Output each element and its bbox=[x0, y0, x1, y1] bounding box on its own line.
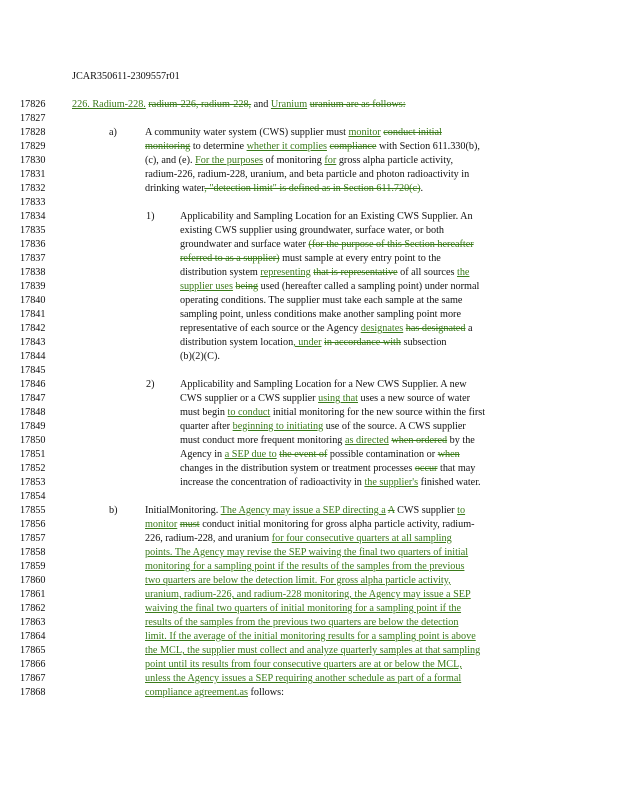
text-line bbox=[180, 253, 441, 264]
inserted-text: , under bbox=[293, 337, 322, 348]
text-run: with Section 611.330(b), bbox=[376, 141, 480, 152]
deleted-text: compliance bbox=[329, 141, 377, 152]
text-line bbox=[145, 183, 423, 194]
subsection-label-a1: 1) bbox=[146, 211, 155, 222]
inserted-text: using that bbox=[318, 393, 358, 404]
text-line bbox=[145, 673, 461, 684]
deleted-text: A bbox=[387, 505, 395, 516]
text-run: subsection bbox=[400, 337, 447, 348]
text-run: InitialMonitoring. bbox=[145, 505, 221, 516]
line-number: 17850 bbox=[20, 435, 46, 446]
inserted-text: limit. If the average of the initial monitoring results for a sampling point is above bbox=[145, 631, 476, 642]
deleted-text: monitoring bbox=[145, 141, 191, 152]
text-run: changes in the distribution system or treatment processes bbox=[180, 463, 415, 474]
inserted-text: monitor bbox=[348, 127, 381, 138]
text-line bbox=[180, 351, 220, 362]
text-line bbox=[145, 561, 464, 572]
deleted-text: when ordered bbox=[391, 435, 448, 446]
line-number: 17841 bbox=[20, 309, 46, 320]
text-line bbox=[180, 449, 460, 460]
inserted-text: the bbox=[457, 267, 470, 278]
text-line bbox=[145, 533, 452, 544]
text-line bbox=[180, 421, 466, 432]
text-line bbox=[145, 645, 480, 656]
inserted-text: results of the samples from the previous two quarters are below the detection bbox=[145, 617, 459, 628]
text-run: operating conditions. The supplier must take each sample at the same bbox=[180, 295, 463, 306]
line-number: 17828 bbox=[20, 127, 46, 138]
text-run: possible contamination or bbox=[327, 449, 438, 460]
inserted-text: two quarters are below the detection limit. For gross alpha particle activity, bbox=[145, 575, 451, 586]
line-number: 17842 bbox=[20, 323, 46, 334]
inserted-text: to conduct bbox=[227, 407, 271, 418]
line-number: 17862 bbox=[20, 603, 46, 614]
text-line bbox=[145, 141, 480, 152]
inserted-text: designates bbox=[360, 323, 404, 334]
line-number: 17836 bbox=[20, 239, 46, 250]
line-number: 17851 bbox=[20, 449, 46, 460]
text-run: Applicability and Sampling Location for an Existing CWS Supplier. An bbox=[180, 211, 473, 222]
line-number: 17861 bbox=[20, 589, 46, 600]
inserted-text: compliance agreement.as bbox=[145, 687, 248, 698]
deleted-text: (for the purpose of this Section hereafter bbox=[308, 239, 474, 250]
line-number: 17853 bbox=[20, 477, 46, 488]
text-run: distribution system location bbox=[180, 337, 294, 348]
line-number: 17860 bbox=[20, 575, 46, 586]
text-run: of monitoring bbox=[262, 155, 325, 166]
text-run: distribution system bbox=[180, 267, 261, 278]
document-header: JCAR350611-2309557r01 bbox=[72, 71, 180, 82]
text-line bbox=[180, 477, 481, 488]
text-line bbox=[145, 575, 451, 586]
line-number: 17833 bbox=[20, 197, 46, 208]
text-run: of all sources bbox=[397, 267, 457, 278]
text-line bbox=[180, 239, 474, 250]
text-line bbox=[145, 687, 284, 698]
deleted-text: has designated bbox=[405, 323, 466, 334]
text-line bbox=[180, 407, 485, 418]
text-run: by the bbox=[447, 435, 475, 446]
subsection-label-a2: 2) bbox=[146, 379, 155, 390]
line-number: 17864 bbox=[20, 631, 46, 642]
inserted-text: unless the Agency issues a SEP requiring another schedule as part of a formal bbox=[145, 673, 462, 684]
text-run: community water system (CWS bbox=[154, 127, 285, 138]
text-run: . bbox=[420, 183, 424, 194]
inserted-text: Uranium bbox=[270, 99, 308, 110]
text-line bbox=[180, 295, 462, 306]
text-run: to determine bbox=[190, 141, 247, 152]
inserted-text: 226. Radium-228. bbox=[72, 99, 146, 110]
line-number: 17837 bbox=[20, 253, 46, 264]
inserted-text: For the purposes bbox=[195, 155, 263, 166]
inserted-text: waiving the final two quarters of initial monitoring for a sampling point if the bbox=[145, 603, 462, 614]
text-line bbox=[145, 603, 461, 614]
inserted-text: monitoring for a sampling point if the results of the samples from the previous bbox=[145, 561, 465, 572]
text-line bbox=[180, 309, 461, 320]
line-number: 17863 bbox=[20, 617, 46, 628]
line-number: 17859 bbox=[20, 561, 46, 572]
text-run: used (hereafter called a sampling point) under normal bbox=[258, 281, 480, 292]
deleted-text: the event of bbox=[279, 449, 328, 460]
inserted-text: to bbox=[457, 505, 466, 516]
line-number: 17852 bbox=[20, 463, 46, 474]
line-number: 17844 bbox=[20, 351, 46, 362]
line-number: 17826 bbox=[20, 99, 46, 110]
text-line bbox=[145, 547, 468, 558]
line-number: 17855 bbox=[20, 505, 46, 516]
line-number: 17846 bbox=[20, 379, 46, 390]
inserted-text: for four consecutive quarters at all sampling bbox=[271, 533, 452, 544]
text-run: 226, radium-228, and uranium bbox=[145, 533, 272, 544]
line-number: 17866 bbox=[20, 659, 46, 670]
text-line bbox=[145, 617, 458, 628]
text-line bbox=[72, 99, 406, 110]
line-number: 17827 bbox=[20, 113, 46, 124]
text-run: initial monitoring for the new source within the first bbox=[270, 407, 486, 418]
line-number: 17858 bbox=[20, 547, 46, 558]
line-number: 17838 bbox=[20, 267, 46, 278]
inserted-text: representing bbox=[260, 267, 311, 278]
deleted-text: must bbox=[179, 519, 200, 530]
text-run: gross alpha particle activity, bbox=[336, 155, 454, 166]
text-run: must sample at every entry point to the bbox=[279, 253, 441, 264]
line-number: 17840 bbox=[20, 295, 46, 306]
line-number: 17854 bbox=[20, 491, 46, 502]
text-line bbox=[180, 267, 469, 278]
text-run: Agency in bbox=[180, 449, 225, 460]
line-number: 17865 bbox=[20, 645, 46, 656]
text-line bbox=[145, 631, 476, 642]
line-number: 17830 bbox=[20, 155, 46, 166]
deleted-text: when bbox=[437, 449, 460, 460]
deleted-text: being bbox=[235, 281, 259, 292]
inserted-text: The Agency may issue a SEP directing a bbox=[220, 505, 386, 516]
text-line bbox=[180, 225, 444, 236]
inserted-text: monitor bbox=[145, 519, 178, 530]
deleted-text: in accordance with bbox=[324, 337, 401, 348]
text-run: sampling point, unless conditions make another sampling point more bbox=[180, 309, 461, 320]
text-run: radium-226, radium-228, uranium, and beta particle and photon radioactivity in bbox=[145, 169, 470, 180]
line-number: 17868 bbox=[20, 687, 46, 698]
inserted-text: for bbox=[324, 155, 337, 166]
text-line bbox=[180, 337, 447, 348]
text-run: drinking water bbox=[145, 183, 205, 194]
text-run: quarter after bbox=[180, 421, 233, 432]
text-run: increase the concentration of radioactivity in bbox=[180, 477, 365, 488]
line-number: 17832 bbox=[20, 183, 46, 194]
line-number: 17845 bbox=[20, 365, 46, 376]
text-run: existing CWS supplier using groundwater, surface water, or both bbox=[180, 225, 444, 236]
deleted-text: that is representative bbox=[313, 267, 398, 278]
subsection-label-a: a) bbox=[109, 127, 117, 138]
text-line bbox=[180, 281, 479, 292]
line-number: 17831 bbox=[20, 169, 46, 180]
inserted-text: points. The Agency may revise the SEP waiving the final two quarters of initial bbox=[145, 547, 469, 558]
text-run: CWS supplier or a CWS supplier bbox=[180, 393, 319, 404]
text-line bbox=[180, 463, 475, 474]
inserted-text: as directed bbox=[344, 435, 389, 446]
line-number: 17847 bbox=[20, 393, 46, 404]
deleted-text: occur bbox=[414, 463, 438, 474]
deleted-text: , "detection limit" is defined as in Section 611.720(c) bbox=[204, 183, 421, 194]
deleted-text: radium-226, radium-228, bbox=[148, 99, 252, 110]
text-line bbox=[180, 435, 475, 446]
text-run: must begin bbox=[180, 407, 228, 418]
inserted-text: supplier uses bbox=[180, 281, 233, 292]
line-number: 17867 bbox=[20, 673, 46, 684]
line-number: 17843 bbox=[20, 337, 46, 348]
inserted-text: the supplier's bbox=[364, 477, 419, 488]
line-number: 17849 bbox=[20, 421, 46, 432]
text-line bbox=[180, 393, 470, 404]
text-line bbox=[145, 155, 453, 166]
line-number: 17857 bbox=[20, 533, 46, 544]
deleted-text: conduct initial bbox=[383, 127, 442, 138]
inserted-text: beginning to initiating bbox=[232, 421, 324, 432]
line-number: 17839 bbox=[20, 281, 46, 292]
text-run: A bbox=[145, 127, 155, 138]
text-run: and bbox=[251, 99, 271, 110]
line-number: 17835 bbox=[20, 225, 46, 236]
text-run: uses a new source of water bbox=[358, 393, 471, 404]
text-run: conduct initial monitoring for gross alpha particle activity, radium- bbox=[199, 519, 475, 530]
text-run: a bbox=[465, 323, 473, 334]
text-line bbox=[145, 519, 475, 530]
text-run: CWS supplier bbox=[394, 505, 458, 516]
text-run: Applicability and Sampling Location for a New CWS Supplier. A new bbox=[180, 379, 467, 390]
text-run: representative of each source or the Agency bbox=[180, 323, 361, 334]
text-run: must conduct more frequent monitoring bbox=[180, 435, 345, 446]
text-line bbox=[145, 127, 442, 138]
line-number: 17834 bbox=[20, 211, 46, 222]
inserted-text: point until its results from four consecutive quarters are at or below the MCL, bbox=[145, 659, 462, 670]
text-line bbox=[145, 505, 465, 516]
text-line bbox=[180, 211, 473, 222]
text-line bbox=[145, 589, 471, 600]
line-number: 17829 bbox=[20, 141, 46, 152]
text-line bbox=[145, 659, 462, 670]
text-line bbox=[180, 323, 473, 334]
text-run: use of the source. A CWS supplier bbox=[323, 421, 466, 432]
inserted-text: the MCL, the supplier must collect and analyze quarterly samples at that sampling bbox=[145, 645, 481, 656]
inserted-text: whether it complies bbox=[246, 141, 327, 152]
text-run: groundwater and surface water bbox=[180, 239, 309, 250]
text-run: ) supplier must bbox=[284, 127, 349, 138]
text-run: finished water. bbox=[418, 477, 481, 488]
text-run: (c), and (e). bbox=[145, 155, 196, 166]
deleted-text: uranium are as follows: bbox=[309, 99, 406, 110]
text-line bbox=[145, 169, 469, 180]
subsection-label-b: b) bbox=[109, 505, 118, 516]
text-line bbox=[180, 379, 467, 390]
text-run: follows: bbox=[247, 687, 284, 698]
text-run: that may bbox=[437, 463, 476, 474]
deleted-text: referred to as a supplier) bbox=[180, 253, 280, 264]
line-number: 17848 bbox=[20, 407, 46, 418]
inserted-text: uranium, radium-226, and radium-228 monitoring, the Agency may issue a SEP bbox=[145, 589, 471, 600]
text-run: (b)(2)(C). bbox=[180, 351, 220, 362]
inserted-text: a SEP due to bbox=[224, 449, 277, 460]
line-number: 17856 bbox=[20, 519, 46, 530]
